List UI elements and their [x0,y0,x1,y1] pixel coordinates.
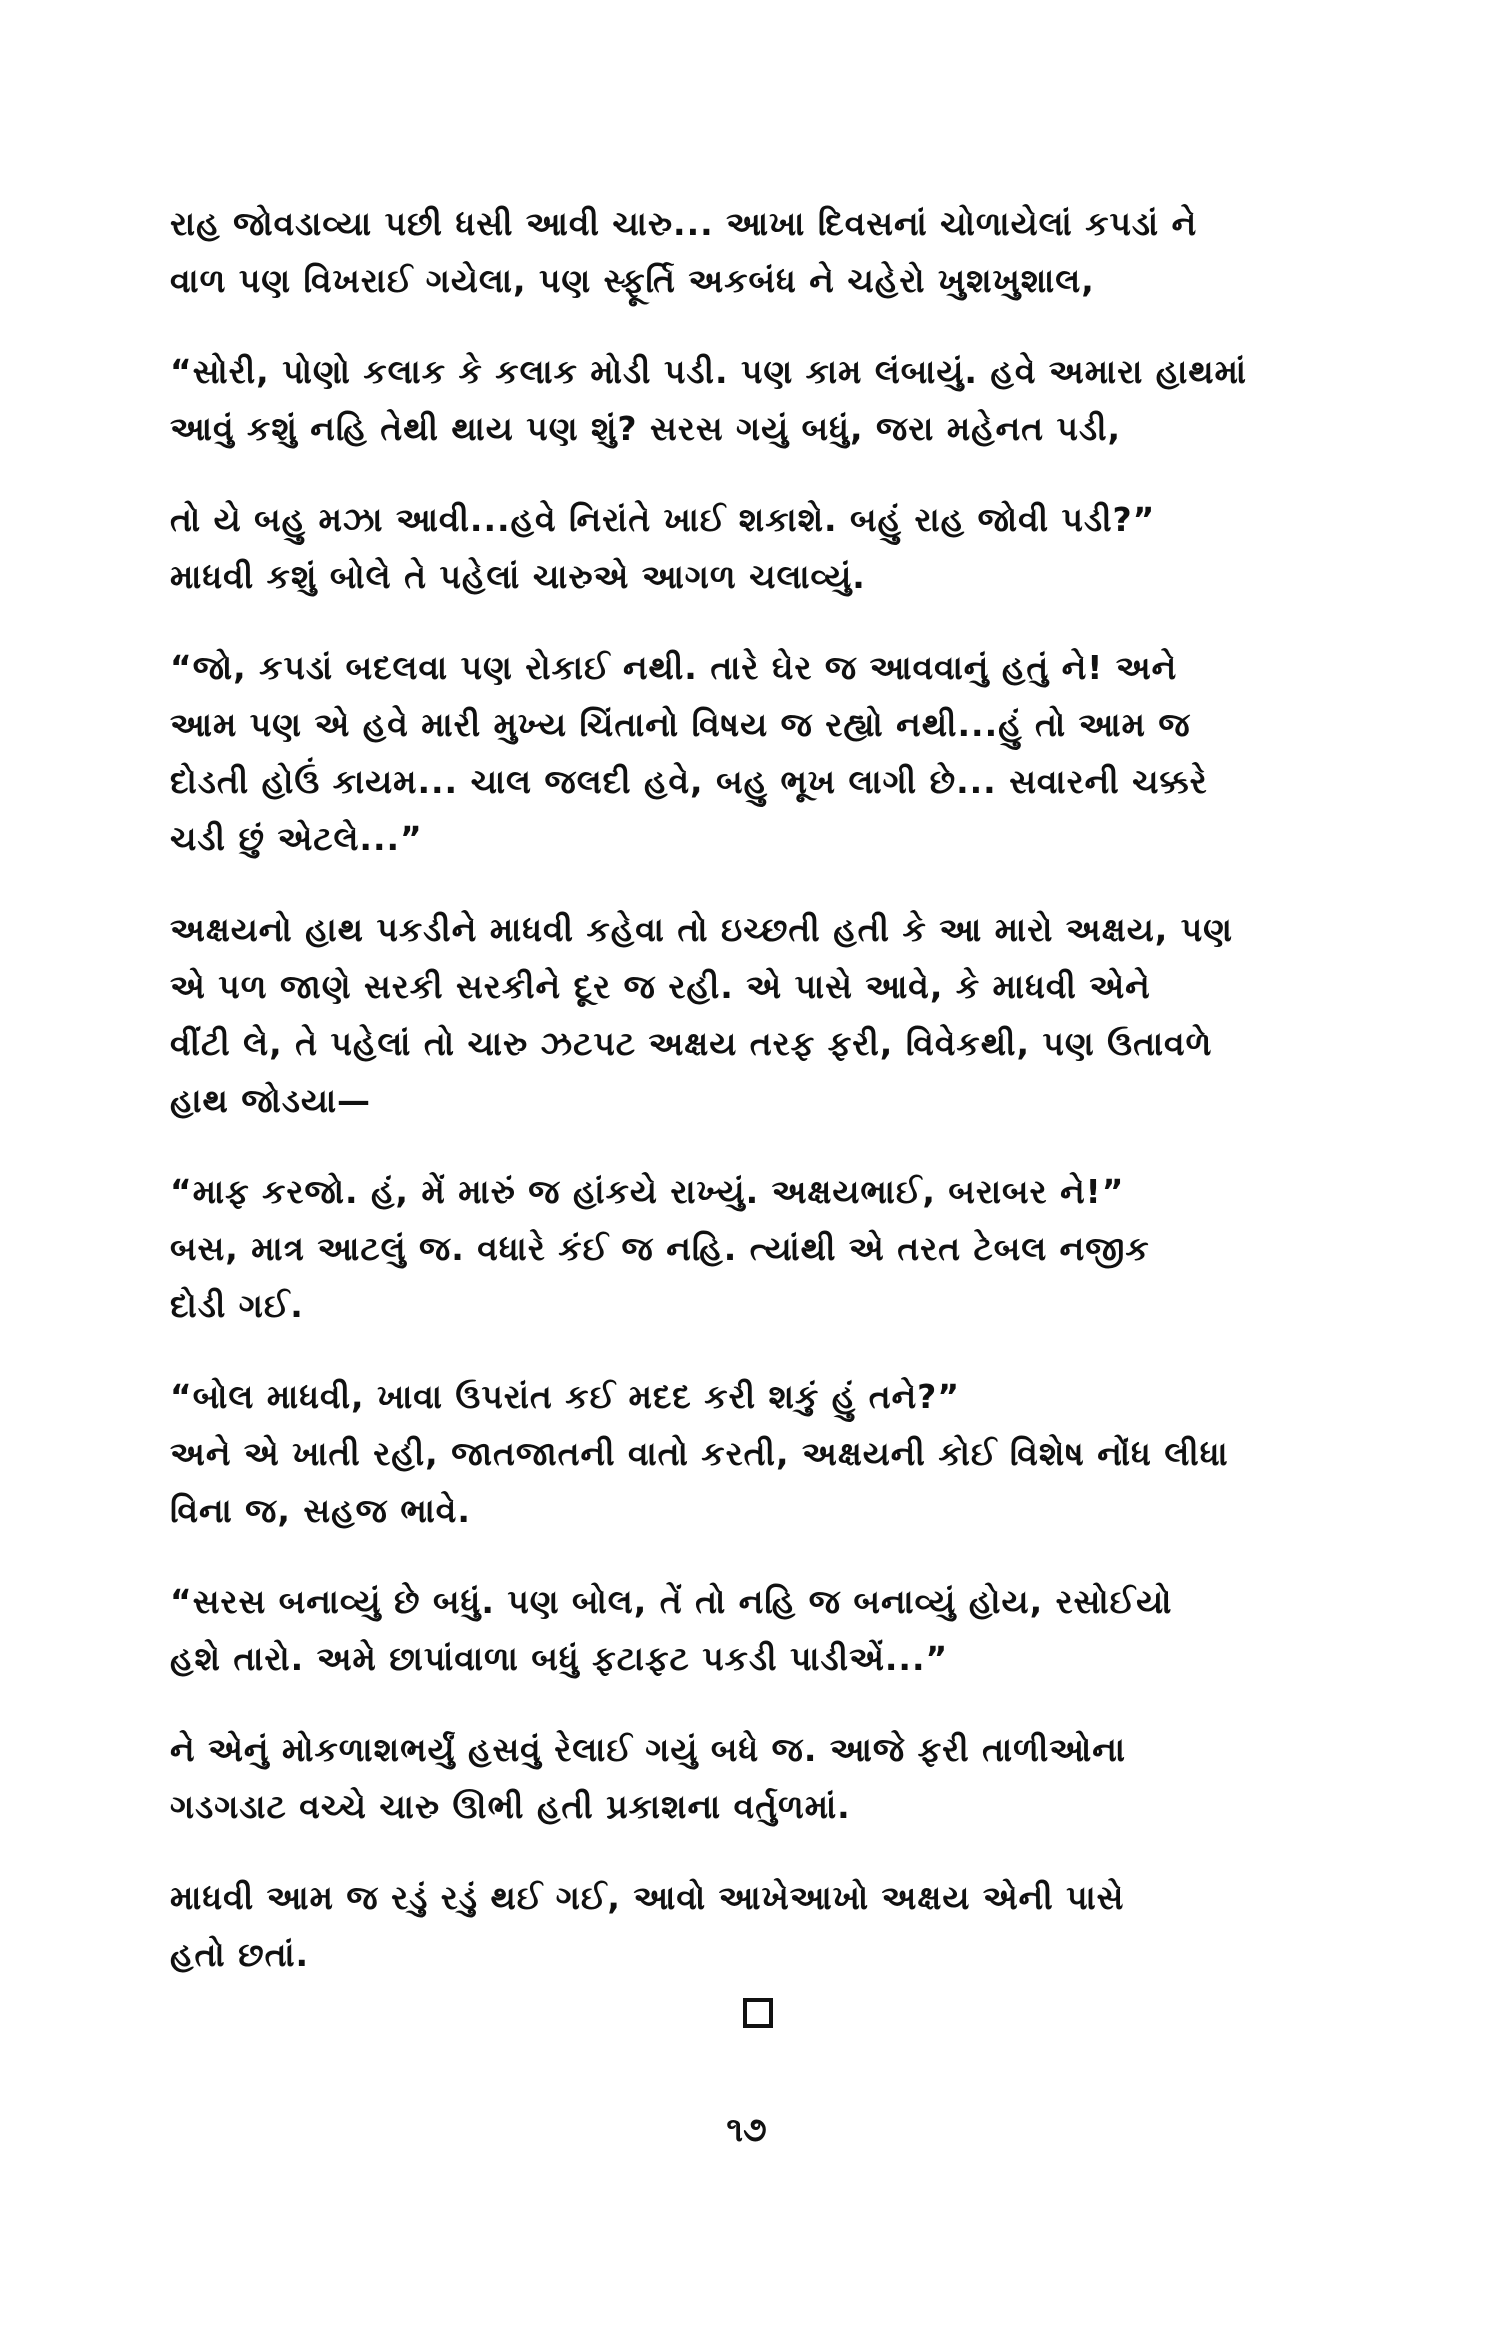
paragraph [170,1368,1325,1539]
text-line: માધવી આમ જ રડું રડું થઈ ગઈ, આવો આખેઆખો અક્ષય એની પાસે [170,1878,1125,1917]
text-line: “માફ કરજો. હં, મેં મારું જ હાંકયે રાખ્યું. અક્ષયભાઈ, બરાબર ને!” [170,1172,1125,1211]
text-line: ગડગડાટ વચ્ચે ચારુ ઊભી હતી પ્રકાશના વર્તુળમાં. [170,1787,851,1826]
section-end-square-icon [743,1998,773,2028]
paragraph [170,1573,1325,1687]
page-number: ૧૭ [726,2110,767,2150]
text-line: “જો, કપડાં બદલવા પણ રોકાઈ નથી. તારે ઘેર જ આવવાનું હતું ને! અને [170,648,1178,687]
paragraph [170,1163,1325,1334]
paragraph [170,491,1325,605]
text-line: “સોરી, પોણો કલાક કે કલાક મોડી પડી. પણ કામ લંબાયું. હવે અમારા હાથમાં [170,352,1248,391]
text-line: આમ પણ એ હવે મારી મુખ્ય ચિંતાનો વિષય જ રહ્યો નથી...હું તો આમ જ [170,705,1191,744]
body-text [170,195,1325,2017]
text-line: ને એનું મોકળાશભર્યું હસવું રેલાઈ ગયું બધે જ. આજે ફરી તાળીઓના [170,1730,1126,1769]
text-line: બસ, માત્ર આટલું જ. વધારે કંઈ જ નહિ. ત્યાંથી એ તરત ટેબલ નજીક [170,1229,1150,1268]
text-line: આવું કશું નહિ તેથી થાય પણ શું? સરસ ગયું બધું, જરા મહેનત પડી, [170,409,1122,448]
paragraph [170,639,1325,867]
text-line: રાહ જોવડાવ્યા પછી ધસી આવી ચારુ... આખા દિવસનાં ચોળાયેલાં કપડાં ને [170,204,1198,243]
text-line: માધવી કશું બોલે તે પહેલાં ચારુએ આગળ ચલાવ્યું. [170,557,866,596]
paragraph [170,343,1325,457]
paragraph [170,1869,1325,1983]
text-line: અક્ષયનો હાથ પકડીને માધવી કહેવા તો ઇચ્છતી હતી કે આ મારો અક્ષય, પણ [170,910,1233,949]
paragraph [170,1721,1325,1835]
text-line: એ પળ જાણે સરકી સરકીને દૂર જ રહી. એ પાસે આવે, કે માધવી એને [170,967,1151,1006]
text-line: અને એ ખાતી રહી, જાતજાતની વાતો કરતી, અક્ષયની કોઈ વિશેષ નોંધ લીધા [170,1434,1229,1473]
text-line: હશે તારો. અમે છાપાંવાળા બધું ફટાફટ પકડી પાડીએં...” [170,1639,949,1678]
text-line: ચડી છું એટલે...” [170,819,423,858]
text-line: વાળ પણ વિખરાઈ ગયેલા, પણ સ્ફૂર્તિ અકબંધ ને ચહેરો ખુશખુશાલ, [170,261,1095,300]
text-line: તો યે બહુ મઝા આવી...હવે નિરાંતે ખાઈ શકાશે. બહું રાહ જોવી પડી?” [170,500,1156,539]
text-line: “બોલ માધવી, ખાવા ઉપરાંત કઈ મદદ કરી શકું હું તને?” [170,1377,961,1416]
paragraph [170,901,1325,1129]
paragraph [170,195,1325,309]
text-line: વિના જ, સહજ ભાવે. [170,1491,471,1530]
text-line: દોડતી હોઉં કાયમ... ચાલ જલદી હવે, બહુ ભૂખ લાગી છે... સવારની ચક્કરે [170,762,1208,801]
text-line: વીંટી લે, તે પહેલાં તો ચારુ ઝટપટ અક્ષય તરફ ફરી, વિવેકથી, પણ ઉતાવળે [170,1024,1213,1063]
text-line: દોડી ગઈ. [170,1286,304,1325]
text-line: હાથ જોડયા— [170,1081,372,1120]
text-line: “સરસ બનાવ્યું છે બધું. પણ બોલ, તેં તો નહિ જ બનાવ્યું હોય, રસોઈયો [170,1582,1173,1621]
text-line: હતો છતાં. [170,1935,310,1974]
